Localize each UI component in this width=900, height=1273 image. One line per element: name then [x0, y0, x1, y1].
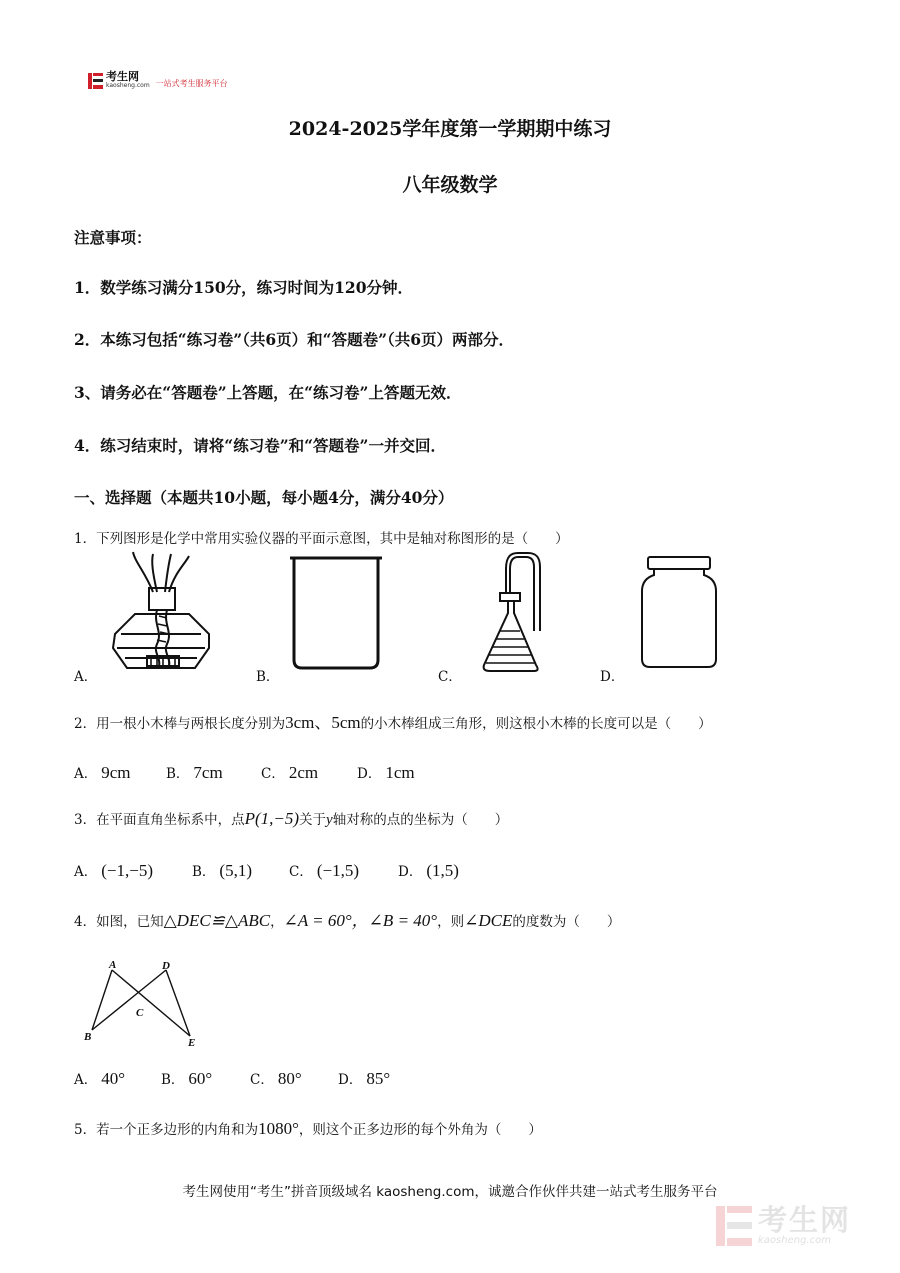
- question-4-target-angle: ∠DCE: [464, 911, 513, 930]
- question-3-option-c: C． (−1,5): [289, 861, 360, 880]
- question-3-point: P(1,−5): [244, 809, 300, 828]
- question-3-stem: 3．在平面直角坐标系中，点P(1,−5)关于y轴对称的点的坐标为（ ）: [74, 809, 509, 828]
- reagent-bottle-icon: [638, 555, 720, 671]
- question-4-option-b: B． 60°: [161, 1069, 213, 1088]
- notice-item-3: 3、请务必在“答题卷”上答题，在“练习卷”上答题无效．: [74, 383, 462, 402]
- beaker-icon: [286, 556, 386, 672]
- vertex-c-label: C: [136, 1007, 144, 1019]
- logo-name: 考生网: [106, 70, 139, 83]
- footer-text: 考生网使用“考生”拼音顶级域名 kaosheng.com，诚邀合作伙伴共建一站式考生服务平台: [182, 1184, 718, 1200]
- watermark-url: kaosheng.com: [758, 1235, 831, 1246]
- question-2-option-c: C． 2cm: [261, 763, 319, 782]
- page-title: 2024-2025学年度第一学期期中练习: [288, 118, 612, 140]
- notice-heading: 注意事项：: [74, 228, 152, 247]
- question-2-stem-pre: 2．用一根小木棒与两根长度分别为: [74, 716, 286, 732]
- page-subtitle: 八年级数学: [402, 174, 498, 196]
- question-2-option-b: B． 7cm: [166, 763, 223, 782]
- triangle-figure: [82, 956, 206, 1048]
- vertex-d-label: D: [162, 960, 170, 972]
- question-4-congruence: △DEC≌△ABC: [163, 911, 271, 930]
- watermark: [716, 1205, 851, 1246]
- vertex-b-label: B: [84, 1031, 92, 1043]
- question-3-option-d: D． (1,5): [398, 861, 459, 880]
- notice-item-2: 2．本练习包括“练习卷”（共6页）和“答题卷”（共6页）两部分．: [74, 330, 515, 349]
- question-2-stem-post: 的小木棒组成三角形，则这根小木棒的长度可以是（ ）: [360, 716, 712, 732]
- vertex-e-label: E: [188, 1037, 196, 1049]
- question-1-stem: 1．下列图形是化学中常用实验仪器的平面示意图，其中是轴对称图形的是（ ）: [74, 531, 569, 547]
- logo-mark-icon: [88, 73, 103, 89]
- question-2-option-a: A． 9cm: [74, 763, 131, 782]
- question-5-stem: 5．若一个正多边形的内角和为1080°，则这个正多边形的每个外角为（ ）: [74, 1119, 542, 1138]
- question-4-option-d: D． 85°: [338, 1069, 391, 1088]
- question-2-stem: [74, 708, 712, 733]
- question-4-angles: ∠A = 60°，∠B = 40°: [283, 911, 438, 930]
- watermark-logo-icon: [716, 1206, 752, 1246]
- question-3-option-b: B． (5,1): [192, 861, 252, 880]
- question-1-option-a: A．: [74, 669, 98, 685]
- conical-flask-icon: [470, 553, 550, 675]
- question-1-option-b: B．: [256, 669, 280, 685]
- logo-url: kaosheng.com: [106, 82, 150, 89]
- watermark-text: 考生网: [758, 1203, 852, 1237]
- notice-item-1: 1．数学练习满分150分，练习时间为120分钟．: [74, 278, 413, 297]
- question-1-option-d: D．: [600, 669, 625, 685]
- question-5-angle-sum: 1080°: [258, 1119, 299, 1138]
- alcohol-lamp-icon: [105, 552, 217, 672]
- question-4-stem: 4．如图，已知△DEC≌△ABC，∠A = 60°，∠B = 40°，则∠DCE的度数为（ ）: [74, 911, 621, 930]
- question-2-option-d: D． 1cm: [357, 763, 415, 782]
- vertex-a-label: A: [109, 959, 117, 971]
- segment-db: [92, 970, 166, 1030]
- header-logo: [88, 72, 228, 89]
- question-4-option-c: C． 80°: [250, 1069, 302, 1088]
- logo-slogan: 一站式考生服务平台: [155, 79, 228, 88]
- question-2-stem-math: 3cm、5cm: [285, 713, 361, 732]
- question-1-option-c: C．: [438, 669, 462, 685]
- question-3-option-a: A． (−1,−5): [74, 861, 153, 880]
- question-4-option-a: A． 40°: [74, 1069, 126, 1088]
- notice-item-4: 4．练习结束时，请将“练习卷”和“答题卷”一并交回．: [74, 436, 446, 455]
- section-heading: 一、选择题（本题共10小题，每小题4分，满分40分）: [74, 488, 454, 507]
